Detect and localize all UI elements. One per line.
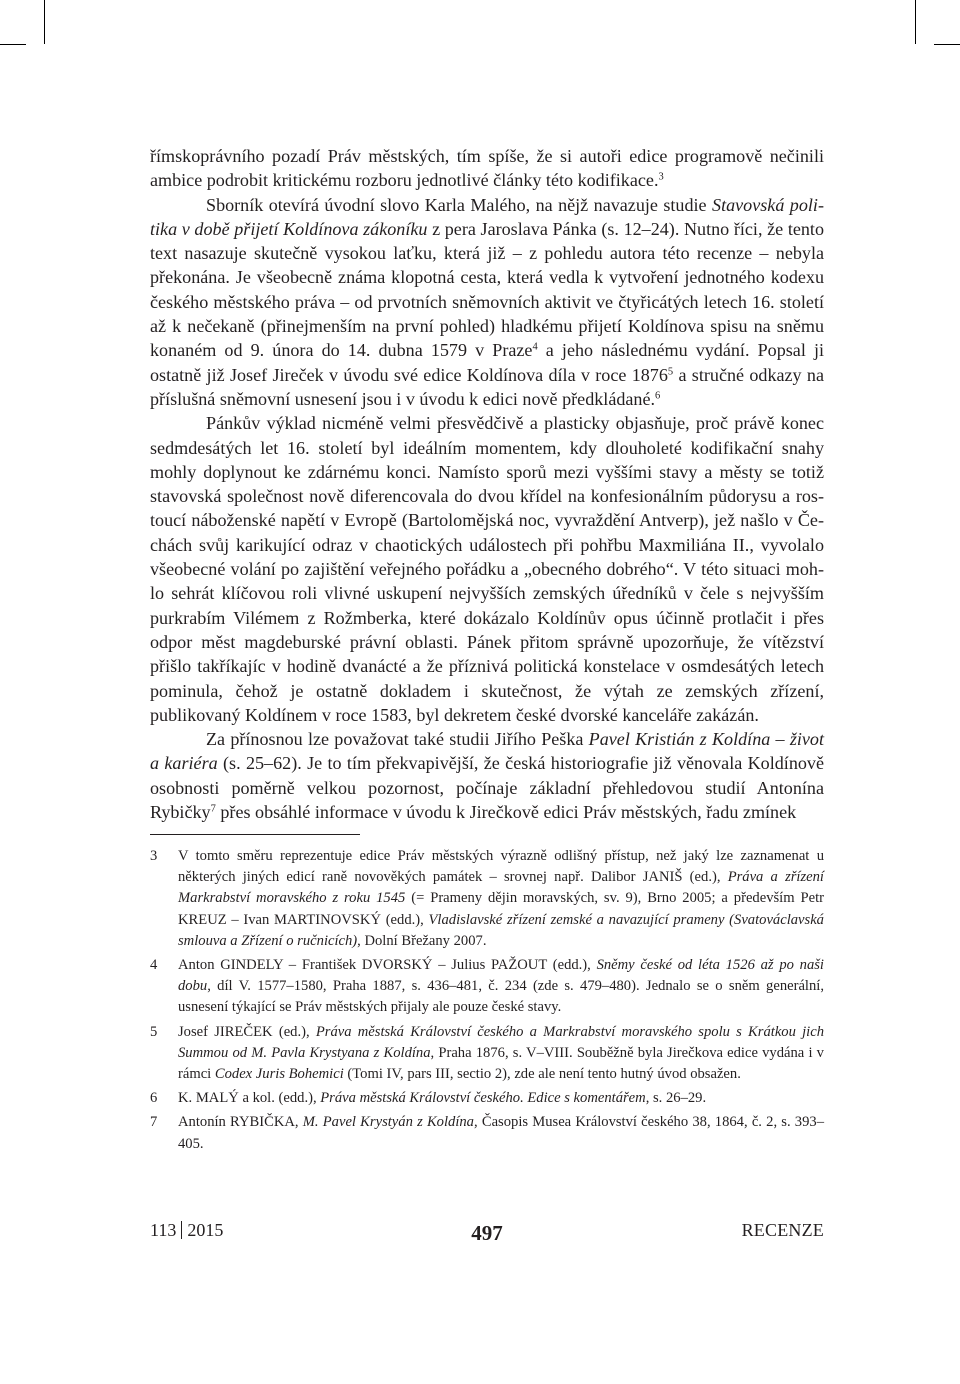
footnotes [150, 846, 824, 1158]
footnote-text: Antonín RYBIČKA, [178, 1114, 303, 1131]
paragraph-text: římskoprávního pozadí Práv městských, tím spíše, že si autoři edice programově nečinili ambice podrobit kritickému rozboru jednotlivé články této kodifikace. [150, 146, 824, 191]
footnote-text: Anton GINDELY – František DVORSKÝ – Julius PAŽOUT (edd.), [178, 957, 597, 974]
crop-mark-right-vertical [915, 0, 916, 44]
paragraph-text: a stručné odkazy na příslušná sněmovní usnesení jsou i v úvodu k edici nově předkládané. [150, 364, 824, 409]
paragraph-1 [150, 144, 824, 193]
footnote-text: (= Prameny dějin moravských, sv. 9), Brno 2005; a především Petr KREUZ – Ivan MARTINOVSKÝ (edd.), [178, 890, 824, 928]
footnote-5 [150, 1022, 824, 1086]
cited-title: Codex Juris Bohemici [214, 1066, 344, 1083]
section-title: RECENZE [741, 1220, 824, 1240]
cited-title: Práva a zřízení Markrabství moravského z roku 1545 [178, 869, 824, 907]
footnote-4 [150, 955, 824, 1019]
footnote-number: 5 [150, 1023, 158, 1040]
work-title: Pavel Kristián z Koldína – život a kariéra [150, 729, 824, 774]
paragraph-2 [150, 193, 824, 412]
crop-mark-left-horizontal [0, 44, 26, 45]
paragraph-text: Sborník otevírá úvodní slovo Karla Malého, na nějž navazuje studie [206, 194, 713, 215]
crop-mark-left-vertical [44, 0, 45, 44]
footnote-text: V tomto směru reprezentuje edice Práv městských výrazně odlišný přístup, než jaký lze zaznamenat u některých jiných edicí raně novověkých památek – srovnej např. Dalibor JANIŠ (ed.), [178, 848, 824, 886]
crop-mark-right-horizontal [934, 44, 960, 45]
paragraph-text: z pera Jaroslava Pánka (s. 12–24). Nutno říci, že tento text nasazuje skutečně vysokou laťku, která již – z pohledu autora této recenze – nebyla překonána. Je všeobecně známa klopotná cesta, která vedla k vytvoření jednotného kodexu českého městského práva – od prvotních sněmovních aktivit ve čtyřicátých letech 16. století až k nečekaně (přinejmenším na první pohled) hladkému přijetí Koldínova spisu na sněmu konaném od 9. února do 14. dubna 1579 v Praze [150, 218, 824, 361]
year: 2015 [187, 1220, 224, 1240]
footnote-separator [150, 834, 360, 835]
cited-title: Vladislavské zřízení zemské a navazující prameny (Svatováclavská smlouva a Zřízení o ručnicích) [178, 911, 824, 949]
page-footer [150, 1220, 824, 1250]
paragraph-text: (s. 25–62). Je to tím překvapivější, že česká historiografie již věnovala Koldínově osobnosti poměrně velkou pozornost, počínaje základní přehledovou studií Antonína Rybičky [150, 753, 824, 823]
footnote-text: , díl V. 1577–1580, Praha 1887, s. 436–481, č. 234 (zde s. 479–480). Jednalo se o sněm generální, usnesení týkající se Práv městských přijaly ale pouze české stavy. [178, 978, 824, 1016]
footnote-number: 6 [150, 1090, 158, 1107]
footnote-text: , Praha 1876, s. V–VIII. Souběžně byla Jirečkova edice vydána i v rámci [178, 1044, 824, 1083]
footnote-number: 4 [150, 957, 158, 974]
footnote-text: , Časopis Musea Království českého 38, 1864, č. 2, s. 393–405. [178, 1114, 824, 1152]
paragraph-text: přes obsáhlé informace v úvodu k Jirečkově edici Práv městských, řadu zmínek [215, 802, 797, 823]
footnote-text: , s. 26–29. [645, 1090, 707, 1107]
footnote-ref: 5 [667, 366, 674, 378]
main-text [150, 144, 824, 824]
footnote-number: 7 [150, 1114, 158, 1131]
footnote-ref: 3 [658, 171, 664, 183]
paragraph-text: Za přínosnou lze považovat také studii Jiřího Peška [206, 729, 589, 750]
footnote-7 [150, 1112, 824, 1154]
footnote-ref: 7 [210, 803, 216, 815]
footnote-text: (Tomi IV, pars III, sectio 2), zde ale není tento hutný úvod obsažen. [343, 1066, 741, 1083]
footnote-6 [150, 1088, 824, 1109]
cited-title: Sněmy české od léta 1526 až po naši dobu [178, 957, 824, 995]
cited-title: Práva městská Království českého. Edice s komentářem [320, 1090, 646, 1107]
cited-title: M. Pavel Krystyán z Koldína [302, 1114, 474, 1131]
volume-number: 113 [150, 1220, 177, 1240]
footnote-text: Josef JIREČEK (ed.), [178, 1023, 316, 1040]
work-title: Stavovská politika v době přijetí Koldínova zákoníku [150, 194, 824, 239]
footnote-number: 3 [150, 848, 158, 864]
cited-title: Práva městská Království českého a Markrabství moravského spolu s Krátkou jich Summou od M. Pavla Krystyana z Koldína [178, 1023, 825, 1061]
page-number: 497 [471, 1221, 503, 1245]
paragraph-4 [150, 727, 824, 824]
footnote-text: K. MALÝ a kol. (edd.), [178, 1090, 321, 1107]
footnote-ref: 4 [532, 341, 538, 353]
paragraph-3: Pánkův výklad nicméně velmi přesvědčivě a plasticky objasňuje, proč právě konec sedmdesátých let 16. století byl ideálním momentem, kdy dlouholeté kodifikační snahy mohly doplynout ke zdárnému konci. Namísto sporů mezi vyššími stavy a městy se totiž stavovská společnost nově diferencovala do dvou křídel na konfesionálním půdorysu a rostoucí náboženské napětí v Evropě (Bartolomějská noc, vyvraždění Antverp), jež našlo v Čechách svůj karikující odraz v chaotických událostech při pohřbu Maxmiliána II., vyvolalo všeobecné volání po zajištění veřejného pořádku a „obecného dobrého“. V této situaci mohlo sehrát klíčovou roli vlivné uskupení nejvyšších zemských úředníků v čele s nejvyšším purkrabím Vilémem z Rožmberka, které dokázalo Koldínův opus účinně protlačit i přes odpor měst magdeburské právní oblasti. Pánek přitom správně upozorňuje, že vítězství přišlo takříkajíc v hodině dvanácté a že příznivá politická konstelace v osmdesátých letech pominula, čehož je ostatně dokladem i skutečnost, že výtah ze zemských zřízení, publikovaný Koldínem v roce 1583, byl dekretem české dvorské kanceláře zakázán. [150, 413, 824, 725]
footnote-3 [150, 846, 824, 952]
footnote-ref: 6 [655, 390, 661, 402]
footnote-text: , Dolní Břežany 2007. [357, 932, 487, 949]
paragraph-text: a jeho následnému vydání. Popsal ji ostatně již Josef Jireček v úvodu své edice Koldínova díla v roce 1876 [150, 340, 824, 385]
